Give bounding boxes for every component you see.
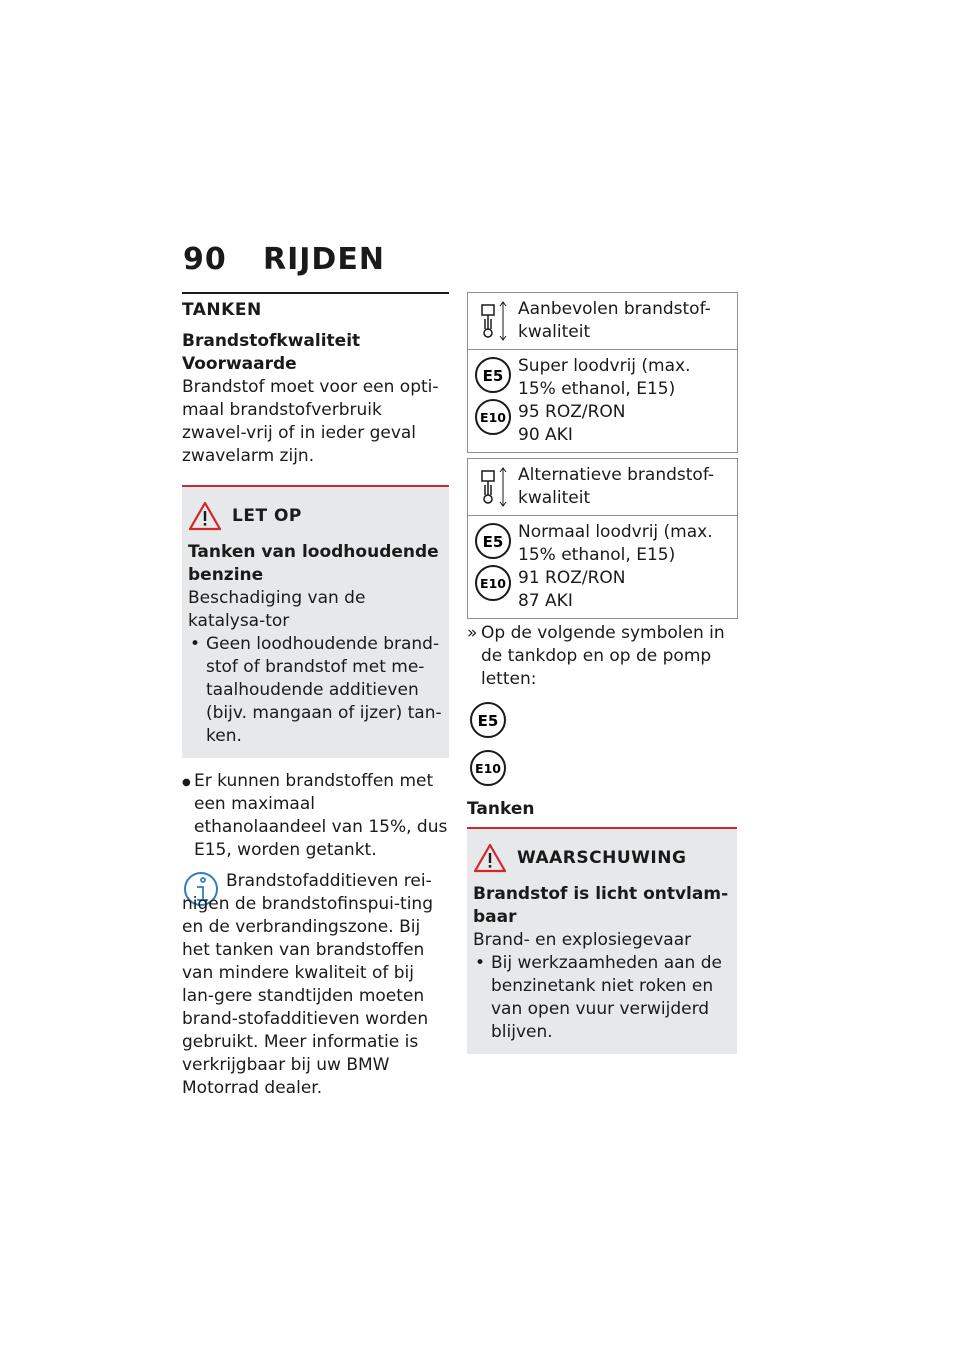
warning-triangle-icon xyxy=(473,843,507,873)
fuel-pump-icon xyxy=(476,465,510,507)
caution-label: LET OP xyxy=(232,506,302,526)
table2-line: 87 AKI xyxy=(518,591,573,611)
table1-header: Aanbevolen brandstof-kwaliteit xyxy=(518,299,711,342)
warning-bullet: • Bij werkzaamheden aan de benzinetank niet roken en van open vuur verwijderd blijven. xyxy=(473,952,731,1044)
warning-title: Brandstof is licht ontvlam-baar xyxy=(473,884,729,927)
chapter-title: RIJDEN xyxy=(263,242,385,277)
caution-box xyxy=(182,485,449,758)
svg-text:E10: E10 xyxy=(480,410,506,425)
table2-line: 91 ROZ/RON xyxy=(518,568,626,588)
table2-line: Normaal loodvrij (max. xyxy=(518,522,713,542)
table2-line: 15% ethanol, E15) xyxy=(518,545,676,565)
symbol-instruction: » Op de volgende symbolen in de tankdop en op de pomp letten: xyxy=(467,622,737,691)
page-number: 90 xyxy=(183,242,227,277)
prereq-text: Brandstof moet voor een opti-maal brandstofverbruik zwavel-vrij of in ieder geval zwavelarm zijn. xyxy=(182,377,439,466)
table1-line: 90 AKI xyxy=(518,425,573,445)
left-column xyxy=(182,292,449,1100)
svg-text:E5: E5 xyxy=(482,533,504,551)
info-text: Brandstofadditieven rei-nigen de brandstofinspui-ting en de verbrandingszone. Bij het tanken van brandstoffen van mindere kwaliteit of bij lan-gere standtijden moeten brand-stofadditieven worden gebruikt. Meer informatie is verkrijgbaar bij uw BMW Motorrad dealer. xyxy=(182,871,433,1098)
warning-label: WAARSCHUWING xyxy=(517,848,687,868)
ethanol-note: ● Er kunnen brandstoffen met een maximaal ethanolaandeel van 15%, dus E15, worden getankt. xyxy=(182,770,449,862)
alternative-fuel-table xyxy=(467,458,738,619)
warning-triangle-icon xyxy=(188,501,222,531)
recommended-fuel-table xyxy=(467,292,738,453)
e10-badge-icon xyxy=(474,398,512,436)
table1-line: Super loodvrij (max. xyxy=(518,356,691,376)
e5-badge-icon xyxy=(469,701,507,739)
svg-text:E10: E10 xyxy=(475,761,501,776)
table1-line: 95 ROZ/RON xyxy=(518,402,626,422)
section-title: TANKEN xyxy=(182,292,449,320)
svg-text:E5: E5 xyxy=(477,712,499,730)
warning-consequence: Brand- en explosiegevaar xyxy=(473,930,692,950)
warning-box xyxy=(467,827,737,1054)
svg-text:E5: E5 xyxy=(482,367,504,385)
right-column xyxy=(467,292,737,1054)
e10-badge-icon xyxy=(469,749,507,787)
svg-text:E10: E10 xyxy=(480,576,506,591)
e10-badge-icon xyxy=(474,564,512,602)
caution-title: Tanken van loodhoudende benzine xyxy=(188,542,439,585)
e5-badge-icon xyxy=(474,356,512,394)
fuel-pump-icon xyxy=(476,299,510,341)
e5-badge-icon xyxy=(474,522,512,560)
info-note xyxy=(182,870,449,1100)
prereq-title: Voorwaarde xyxy=(182,354,297,374)
tanken-subheading: Tanken xyxy=(467,799,535,819)
caution-consequence: Beschadiging van de katalysa-tor xyxy=(188,588,366,631)
table2-header: Alternatieve brandstof-kwaliteit xyxy=(518,465,715,508)
subsection-title: Brandstofkwaliteit xyxy=(182,331,361,351)
table1-line: 15% ethanol, E15) xyxy=(518,379,676,399)
caution-bullet: • Geen loodhoudende brand-stof of brandstof met me-taalhoudende additieven (bijv. mangaan of ijzer) tan-ken. xyxy=(188,633,443,748)
